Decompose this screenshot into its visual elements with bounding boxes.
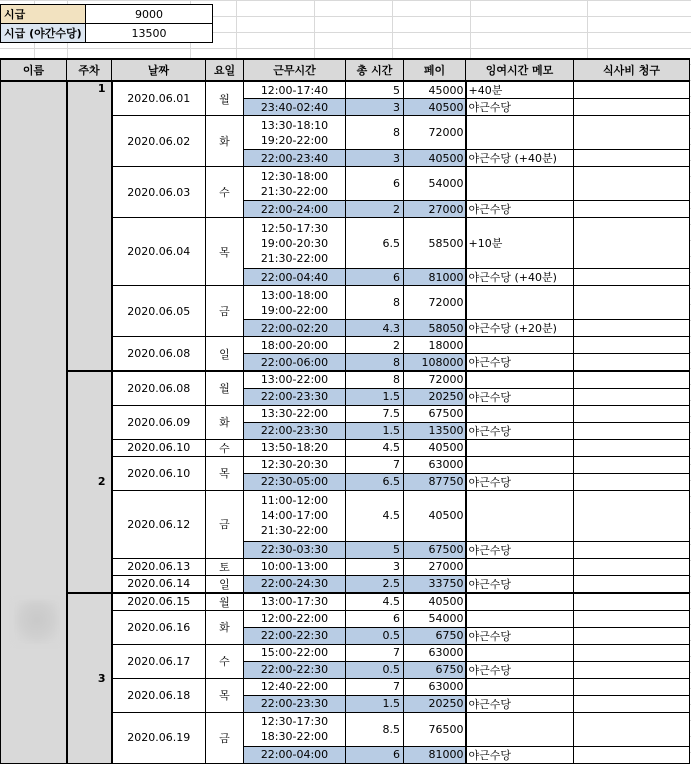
column-header-name[interactable]: 이름 xyxy=(1,59,67,81)
surplus-memo-cell[interactable] xyxy=(466,644,574,661)
meal-expense-cell[interactable] xyxy=(574,99,690,116)
work-hours-line: 11:00-12:00 xyxy=(260,494,329,507)
week-number-cell[interactable]: 2 xyxy=(67,371,112,593)
meal-expense-cell[interactable] xyxy=(574,575,690,593)
weekday-cell[interactable]: 금 xyxy=(206,286,244,337)
work-hours-cell[interactable]: 23:40-02:40 xyxy=(244,99,346,116)
column-header-date[interactable]: 날짜 xyxy=(112,59,206,81)
date-cell[interactable]: 2020.06.03 xyxy=(112,167,206,218)
weekday-cell[interactable]: 수 xyxy=(206,439,244,456)
work-hours-line: 19:00-20:30 xyxy=(260,236,329,250)
wage-night-value[interactable]: 13500 xyxy=(86,24,213,43)
meal-expense-cell[interactable] xyxy=(574,593,690,611)
work-hours-line: 21:30-22:00 xyxy=(260,251,329,265)
work-hours-cell[interactable]: 22:00-24:30 xyxy=(244,575,346,593)
surplus-memo-cell[interactable] xyxy=(466,593,574,611)
redacted-name-patch xyxy=(14,600,60,644)
meal-expense-cell[interactable] xyxy=(574,354,690,372)
surplus-memo-cell[interactable] xyxy=(466,558,574,575)
total-hours-cell[interactable]: 7.5 xyxy=(346,405,404,422)
total-hours-cell[interactable]: 6.5 xyxy=(346,218,404,269)
work-hours-cell[interactable]: 12:40-22:00 xyxy=(244,678,346,695)
work-hours-line: 13:00-18:00 xyxy=(260,288,329,302)
total-hours-cell[interactable]: 1.5 xyxy=(346,695,404,712)
pay-cell[interactable]: 63000 xyxy=(404,644,466,661)
work-hours-cell[interactable]: 12:00-22:00 xyxy=(244,610,346,627)
total-hours-cell[interactable]: 8.5 xyxy=(346,712,404,746)
weekday-cell[interactable]: 화 xyxy=(206,116,244,167)
work-hours-line: 12:50-17:30 xyxy=(260,221,329,235)
work-hours-line: 19:00-22:00 xyxy=(260,303,329,317)
surplus-memo-cell[interactable] xyxy=(466,456,574,473)
surplus-memo-cell[interactable]: 야근수당 xyxy=(466,661,574,678)
weekday-cell[interactable]: 일 xyxy=(206,337,244,372)
weekday-cell[interactable]: 월 xyxy=(206,81,244,116)
surplus-memo-cell[interactable] xyxy=(466,712,574,746)
total-hours-cell[interactable]: 6 xyxy=(346,269,404,286)
work-hours-cell[interactable]: 13:00-17:30 xyxy=(244,593,346,611)
work-hours-cell[interactable]: 22:00-02:20 xyxy=(244,320,346,337)
total-hours-cell[interactable]: 3 xyxy=(346,99,404,116)
total-hours-cell[interactable]: 4.5 xyxy=(346,439,404,456)
date-cell[interactable]: 2020.06.15 xyxy=(112,593,206,611)
weekday-cell[interactable]: 금 xyxy=(206,712,244,763)
meal-expense-cell[interactable] xyxy=(574,678,690,695)
weekday-cell[interactable]: 수 xyxy=(206,644,244,678)
meal-expense-cell[interactable] xyxy=(574,439,690,456)
surplus-memo-cell[interactable] xyxy=(466,439,574,456)
pay-cell[interactable]: 27000 xyxy=(404,558,466,575)
pay-cell[interactable]: 72000 xyxy=(404,116,466,150)
pay-cell[interactable]: 67500 xyxy=(404,541,466,558)
timesheet-header-row xyxy=(1,59,690,81)
work-hours-cell[interactable]: 13:00-22:00 xyxy=(244,371,346,388)
work-hours-cell[interactable]: 22:00-04:40 xyxy=(244,269,346,286)
meal-expense-cell[interactable] xyxy=(574,269,690,286)
surplus-memo-cell[interactable]: 야근수당 xyxy=(466,627,574,644)
work-hours-line: 21:30-22:00 xyxy=(260,524,329,537)
date-cell[interactable]: 2020.06.13 xyxy=(112,558,206,575)
total-hours-cell[interactable]: 1.5 xyxy=(346,388,404,405)
meal-expense-cell[interactable] xyxy=(574,746,690,763)
pay-cell[interactable]: 72000 xyxy=(404,371,466,388)
pay-cell[interactable]: 40500 xyxy=(404,593,466,611)
work-hours-cell[interactable] xyxy=(244,490,346,541)
meal-expense-cell[interactable] xyxy=(574,150,690,167)
meal-expense-cell[interactable] xyxy=(574,695,690,712)
weekday-cell[interactable]: 토 xyxy=(206,558,244,575)
wage-row-standard xyxy=(1,5,213,24)
weekday-cell[interactable]: 일 xyxy=(206,575,244,593)
pay-cell[interactable]: 18000 xyxy=(404,337,466,354)
work-hours-cell[interactable]: 22:00-23:30 xyxy=(244,388,346,405)
surplus-memo-cell[interactable]: +10분 xyxy=(466,218,574,269)
work-hours-line: 13:30-18:10 xyxy=(260,118,329,132)
work-hours-cell[interactable]: 22:00-22:30 xyxy=(244,661,346,678)
work-hours-cell[interactable]: 22:00-23:40 xyxy=(244,150,346,167)
surplus-memo-cell[interactable] xyxy=(466,405,574,422)
date-cell[interactable]: 2020.06.16 xyxy=(112,610,206,644)
date-cell[interactable]: 2020.06.08 xyxy=(112,371,206,405)
column-header-meal[interactable]: 식사비 청구 xyxy=(574,59,690,81)
meal-expense-cell[interactable] xyxy=(574,610,690,627)
weekday-cell[interactable]: 월 xyxy=(206,371,244,405)
pay-cell[interactable]: 87750 xyxy=(404,473,466,490)
meal-expense-cell[interactable] xyxy=(574,320,690,337)
work-hours-line: 18:30-22:00 xyxy=(260,730,329,743)
surplus-memo-cell[interactable] xyxy=(466,678,574,695)
work-hours-cell[interactable]: 22:00-23:30 xyxy=(244,422,346,439)
total-hours-cell[interactable]: 0.5 xyxy=(346,661,404,678)
pay-cell[interactable]: 40500 xyxy=(404,150,466,167)
surplus-memo-cell[interactable]: +40분 xyxy=(466,81,574,99)
surplus-memo-cell[interactable] xyxy=(466,610,574,627)
meal-expense-cell[interactable] xyxy=(574,167,690,201)
date-cell[interactable]: 2020.06.10 xyxy=(112,439,206,456)
total-hours-cell[interactable]: 2 xyxy=(346,201,404,218)
pay-cell[interactable]: 33750 xyxy=(404,575,466,593)
surplus-memo-cell[interactable]: 야근수당 xyxy=(466,422,574,439)
work-hours-line: 21:30-22:00 xyxy=(260,184,329,198)
weekday-cell[interactable]: 화 xyxy=(206,405,244,439)
work-hours-cell[interactable]: 13:30-22:00 xyxy=(244,405,346,422)
surplus-memo-cell[interactable] xyxy=(466,116,574,150)
pay-cell[interactable]: 63000 xyxy=(404,678,466,695)
weekday-cell[interactable]: 금 xyxy=(206,490,244,558)
meal-expense-cell[interactable] xyxy=(574,422,690,439)
week-number-cell[interactable]: 1 xyxy=(67,81,112,371)
meal-expense-cell[interactable] xyxy=(574,371,690,388)
meal-expense-cell[interactable] xyxy=(574,405,690,422)
work-hours-cell[interactable] xyxy=(244,167,346,201)
surplus-memo-cell[interactable]: 야근수당 (+20분) xyxy=(466,320,574,337)
pay-cell[interactable]: 58500 xyxy=(404,218,466,269)
total-hours-cell[interactable]: 8 xyxy=(346,354,404,372)
work-hours-cell[interactable] xyxy=(244,218,346,269)
meal-expense-cell[interactable] xyxy=(574,456,690,473)
surplus-memo-cell[interactable]: 야근수당 xyxy=(466,201,574,218)
wage-row-night xyxy=(1,24,213,43)
total-hours-cell[interactable]: 6.5 xyxy=(346,473,404,490)
wage-standard-label: 시급 xyxy=(1,5,86,24)
weekday-cell[interactable]: 월 xyxy=(206,593,244,611)
date-cell[interactable]: 2020.06.14 xyxy=(112,575,206,593)
pay-cell[interactable]: 54000 xyxy=(404,167,466,201)
meal-expense-cell[interactable] xyxy=(574,337,690,354)
surplus-memo-cell[interactable]: 야근수당 (+40분) xyxy=(466,150,574,167)
work-hours-cell[interactable]: 22:30-05:00 xyxy=(244,473,346,490)
total-hours-cell[interactable]: 6 xyxy=(346,167,404,201)
total-hours-cell[interactable]: 4.5 xyxy=(346,593,404,611)
column-header-week[interactable]: 주차 xyxy=(67,59,112,81)
work-hours-cell[interactable]: 18:00-20:00 xyxy=(244,337,346,354)
meal-expense-cell[interactable] xyxy=(574,558,690,575)
pay-cell[interactable]: 81000 xyxy=(404,746,466,763)
total-hours-cell[interactable]: 8 xyxy=(346,286,404,320)
weekday-cell[interactable]: 목 xyxy=(206,456,244,490)
wage-reference-box xyxy=(0,4,213,43)
wage-standard-value[interactable]: 9000 xyxy=(86,5,213,24)
work-hours-line: 19:20-22:00 xyxy=(260,133,329,147)
surplus-memo-cell[interactable]: 야근수당 (+40분) xyxy=(466,269,574,286)
pay-cell[interactable]: 6750 xyxy=(404,627,466,644)
meal-expense-cell[interactable] xyxy=(574,541,690,558)
work-hours-cell[interactable]: 22:30-03:30 xyxy=(244,541,346,558)
work-hours-cell[interactable]: 22:00-24:00 xyxy=(244,201,346,218)
surplus-memo-cell[interactable] xyxy=(466,337,574,354)
pay-cell[interactable]: 45000 xyxy=(404,81,466,99)
meal-expense-cell[interactable] xyxy=(574,661,690,678)
work-hours-cell[interactable] xyxy=(244,116,346,150)
total-hours-cell[interactable]: 4.5 xyxy=(346,490,404,541)
date-cell[interactable]: 2020.06.18 xyxy=(112,678,206,712)
total-hours-cell[interactable]: 6 xyxy=(346,610,404,627)
meal-expense-cell[interactable] xyxy=(574,286,690,320)
total-hours-cell[interactable]: 7 xyxy=(346,678,404,695)
work-hours-cell[interactable]: 12:00-17:40 xyxy=(244,81,346,99)
pay-cell[interactable]: 40500 xyxy=(404,490,466,541)
employee-name-cell[interactable] xyxy=(1,81,67,763)
pay-cell[interactable]: 67500 xyxy=(404,405,466,422)
pay-cell[interactable]: 72000 xyxy=(404,286,466,320)
timesheet-row xyxy=(1,593,690,611)
meal-expense-cell[interactable] xyxy=(574,81,690,99)
weekday-cell[interactable]: 목 xyxy=(206,218,244,286)
timesheet-row xyxy=(1,81,690,99)
date-cell[interactable]: 2020.06.09 xyxy=(112,405,206,439)
pay-cell[interactable]: 6750 xyxy=(404,661,466,678)
total-hours-cell[interactable]: 3 xyxy=(346,150,404,167)
surplus-memo-cell[interactable] xyxy=(466,167,574,201)
timesheet-table xyxy=(0,58,690,764)
weekday-cell[interactable]: 목 xyxy=(206,678,244,712)
total-hours-cell[interactable]: 2.5 xyxy=(346,575,404,593)
pay-cell[interactable]: 58050 xyxy=(404,320,466,337)
date-cell[interactable]: 2020.06.05 xyxy=(112,286,206,337)
timesheet-body xyxy=(1,81,690,763)
meal-expense-cell[interactable] xyxy=(574,490,690,541)
surplus-memo-cell[interactable]: 야근수당 xyxy=(466,695,574,712)
total-hours-cell[interactable]: 5 xyxy=(346,81,404,99)
total-hours-cell[interactable]: 7 xyxy=(346,456,404,473)
weekday-cell[interactable]: 화 xyxy=(206,610,244,644)
work-hours-cell[interactable]: 22:00-06:00 xyxy=(244,354,346,372)
surplus-memo-cell[interactable] xyxy=(466,490,574,541)
week-number-cell[interactable]: 3 xyxy=(67,593,112,764)
work-hours-line: 12:30-17:30 xyxy=(260,715,329,728)
surplus-memo-cell[interactable]: 야근수당 xyxy=(466,746,574,763)
total-hours-cell[interactable]: 4.3 xyxy=(346,320,404,337)
work-hours-cell[interactable]: 22:00-04:00 xyxy=(244,746,346,763)
meal-expense-cell[interactable] xyxy=(574,712,690,746)
work-hours-cell[interactable]: 15:00-22:00 xyxy=(244,644,346,661)
work-hours-cell[interactable] xyxy=(244,286,346,320)
date-cell[interactable]: 2020.06.04 xyxy=(112,218,206,286)
date-cell[interactable]: 2020.06.17 xyxy=(112,644,206,678)
surplus-memo-cell[interactable] xyxy=(466,371,574,388)
total-hours-cell[interactable]: 1.5 xyxy=(346,422,404,439)
work-hours-cell[interactable]: 10:00-13:00 xyxy=(244,558,346,575)
column-header-total[interactable]: 총 시간 xyxy=(346,59,404,81)
meal-expense-cell[interactable] xyxy=(574,644,690,661)
date-cell[interactable]: 2020.06.01 xyxy=(112,81,206,116)
pay-cell[interactable]: 20250 xyxy=(404,388,466,405)
meal-expense-cell[interactable] xyxy=(574,627,690,644)
surplus-memo-cell[interactable]: 야근수당 xyxy=(466,575,574,593)
pay-cell[interactable]: 20250 xyxy=(404,695,466,712)
pay-cell[interactable]: 63000 xyxy=(404,456,466,473)
work-hours-cell[interactable]: 12:30-20:30 xyxy=(244,456,346,473)
pay-cell[interactable]: 54000 xyxy=(404,610,466,627)
date-cell[interactable]: 2020.06.08 xyxy=(112,337,206,372)
work-hours-cell[interactable]: 22:00-23:30 xyxy=(244,695,346,712)
column-header-pay[interactable]: 페이 xyxy=(404,59,466,81)
date-cell[interactable]: 2020.06.02 xyxy=(112,116,206,167)
pay-cell[interactable]: 76500 xyxy=(404,712,466,746)
surplus-memo-cell[interactable]: 야근수당 xyxy=(466,99,574,116)
meal-expense-cell[interactable] xyxy=(574,116,690,150)
surplus-memo-cell[interactable] xyxy=(466,286,574,320)
total-hours-cell[interactable]: 5 xyxy=(346,541,404,558)
surplus-memo-cell[interactable]: 야근수당 xyxy=(466,354,574,372)
column-header-day[interactable]: 요일 xyxy=(206,59,244,81)
total-hours-cell[interactable]: 3 xyxy=(346,558,404,575)
total-hours-cell[interactable]: 8 xyxy=(346,116,404,150)
pay-cell[interactable]: 40500 xyxy=(404,99,466,116)
work-hours-cell[interactable]: 13:50-18:20 xyxy=(244,439,346,456)
date-cell[interactable]: 2020.06.12 xyxy=(112,490,206,558)
meal-expense-cell[interactable] xyxy=(574,473,690,490)
total-hours-cell[interactable]: 7 xyxy=(346,644,404,661)
surplus-memo-cell[interactable]: 야근수당 xyxy=(466,473,574,490)
work-hours-line: 14:00-17:00 xyxy=(260,509,329,522)
column-header-hours[interactable]: 근무시간 xyxy=(244,59,346,81)
date-cell[interactable]: 2020.06.10 xyxy=(112,456,206,490)
timesheet-row xyxy=(1,371,690,388)
wage-night-label: 시급 (야간수당) xyxy=(1,24,86,43)
total-hours-cell[interactable]: 8 xyxy=(346,371,404,388)
meal-expense-cell[interactable] xyxy=(574,218,690,269)
work-hours-line: 12:30-18:00 xyxy=(260,169,329,183)
pay-cell[interactable]: 40500 xyxy=(404,439,466,456)
pay-cell[interactable]: 81000 xyxy=(404,269,466,286)
meal-expense-cell[interactable] xyxy=(574,201,690,218)
total-hours-cell[interactable]: 0.5 xyxy=(346,627,404,644)
pay-cell[interactable]: 27000 xyxy=(404,201,466,218)
total-hours-cell[interactable]: 2 xyxy=(346,337,404,354)
meal-expense-cell[interactable] xyxy=(574,388,690,405)
total-hours-cell[interactable]: 6 xyxy=(346,746,404,763)
column-header-memo[interactable]: 잉여시간 메모 xyxy=(466,59,574,81)
surplus-memo-cell[interactable]: 야근수당 xyxy=(466,541,574,558)
pay-cell[interactable]: 108000 xyxy=(404,354,466,372)
work-hours-cell[interactable] xyxy=(244,712,346,746)
surplus-memo-cell[interactable]: 야근수당 xyxy=(466,388,574,405)
pay-cell[interactable]: 13500 xyxy=(404,422,466,439)
work-hours-cell[interactable]: 22:00-22:30 xyxy=(244,627,346,644)
date-cell[interactable]: 2020.06.19 xyxy=(112,712,206,763)
weekday-cell[interactable]: 수 xyxy=(206,167,244,218)
